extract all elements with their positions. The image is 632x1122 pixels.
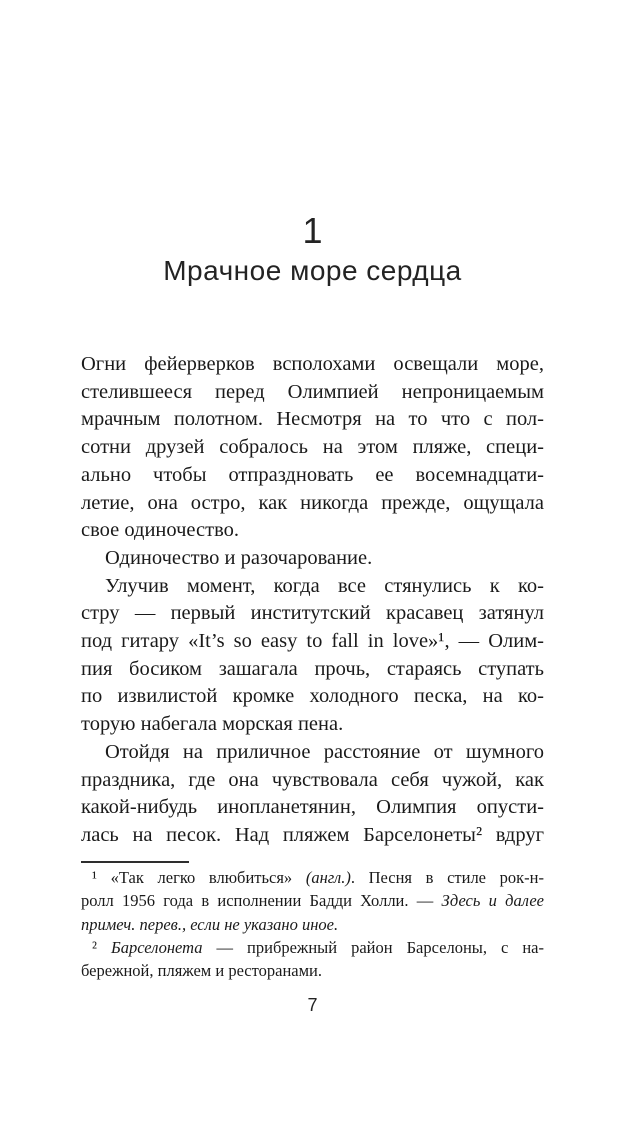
body-line: сотни друзей собралось на этом пляже, специ- [81,436,544,459]
body-line: стру — первый институтский красавец затянул [81,602,544,625]
body-line: торую набегала морская пена. [81,713,344,736]
body-line: Огни фейерверков всполохами освещали море, [81,353,544,375]
body-line: лась на песок. Над пляжем Барселонеты² вдруг [81,823,544,846]
footnote-line [81,889,544,912]
body-line: по извилистой кромке холодного песка, на ко- [81,685,544,708]
body-line: стелившееся перед Олимпией непроницаемым [81,380,544,403]
body-line: пия босиком зашагала прочь, стараясь ступать [81,657,544,680]
body-line: праздника, где она чувствовала себя чужой, как [81,768,544,791]
body-line: свое одиночество. [81,519,240,542]
chapter-number: 1 [302,210,323,251]
body-line: Отойдя на приличное расстояние от шумного [105,740,544,763]
page-number: 7 [307,995,318,1015]
body-line: Улучив момент, когда все стянулись к ко- [105,574,544,597]
footnote-separator [81,861,189,863]
body-line: под гитару «It’s so easy to fall in love»¹, — Олим- [81,630,544,653]
body-line: летие, она остро, как никогда прежде, ощущала [81,491,544,514]
body-line: ально чтобы отпраздновать ее восемнадцати- [81,463,544,486]
text-segment: (англ.) [305,868,351,887]
text-segment: — прибрежный район Барселоны, с на- [202,937,544,957]
body-line: Одиночество и разочарование. [105,546,373,569]
footnotes [81,866,544,982]
text-segment: Барселонета [110,937,203,957]
text-segment: . Песня в стиле рок-н- [350,868,544,887]
footnote-line [81,936,544,959]
text-segment: примеч. перев., если не указано иное. [81,914,339,934]
text-segment: ролл 1956 года в исполнении Бадди Холли. — [81,891,442,911]
chapter-title: Мрачное море сердца [163,255,462,286]
body-text [81,351,544,850]
text-segment: Здесь и далее [441,891,544,911]
footnote-line [81,959,544,982]
footnote-line [81,866,544,889]
body-line: мрачным полотном. Несмотря на то что с пол- [81,408,544,431]
body-line: какой-нибудь инопланетянин, Олимпия опусти- [81,796,544,819]
text-segment: бережной, пляжем и ресторанами. [81,961,322,981]
text-segment: ¹ «Так легко влюбиться» [92,868,306,887]
text-segment: ² [92,937,111,957]
footnote-line [81,913,544,936]
